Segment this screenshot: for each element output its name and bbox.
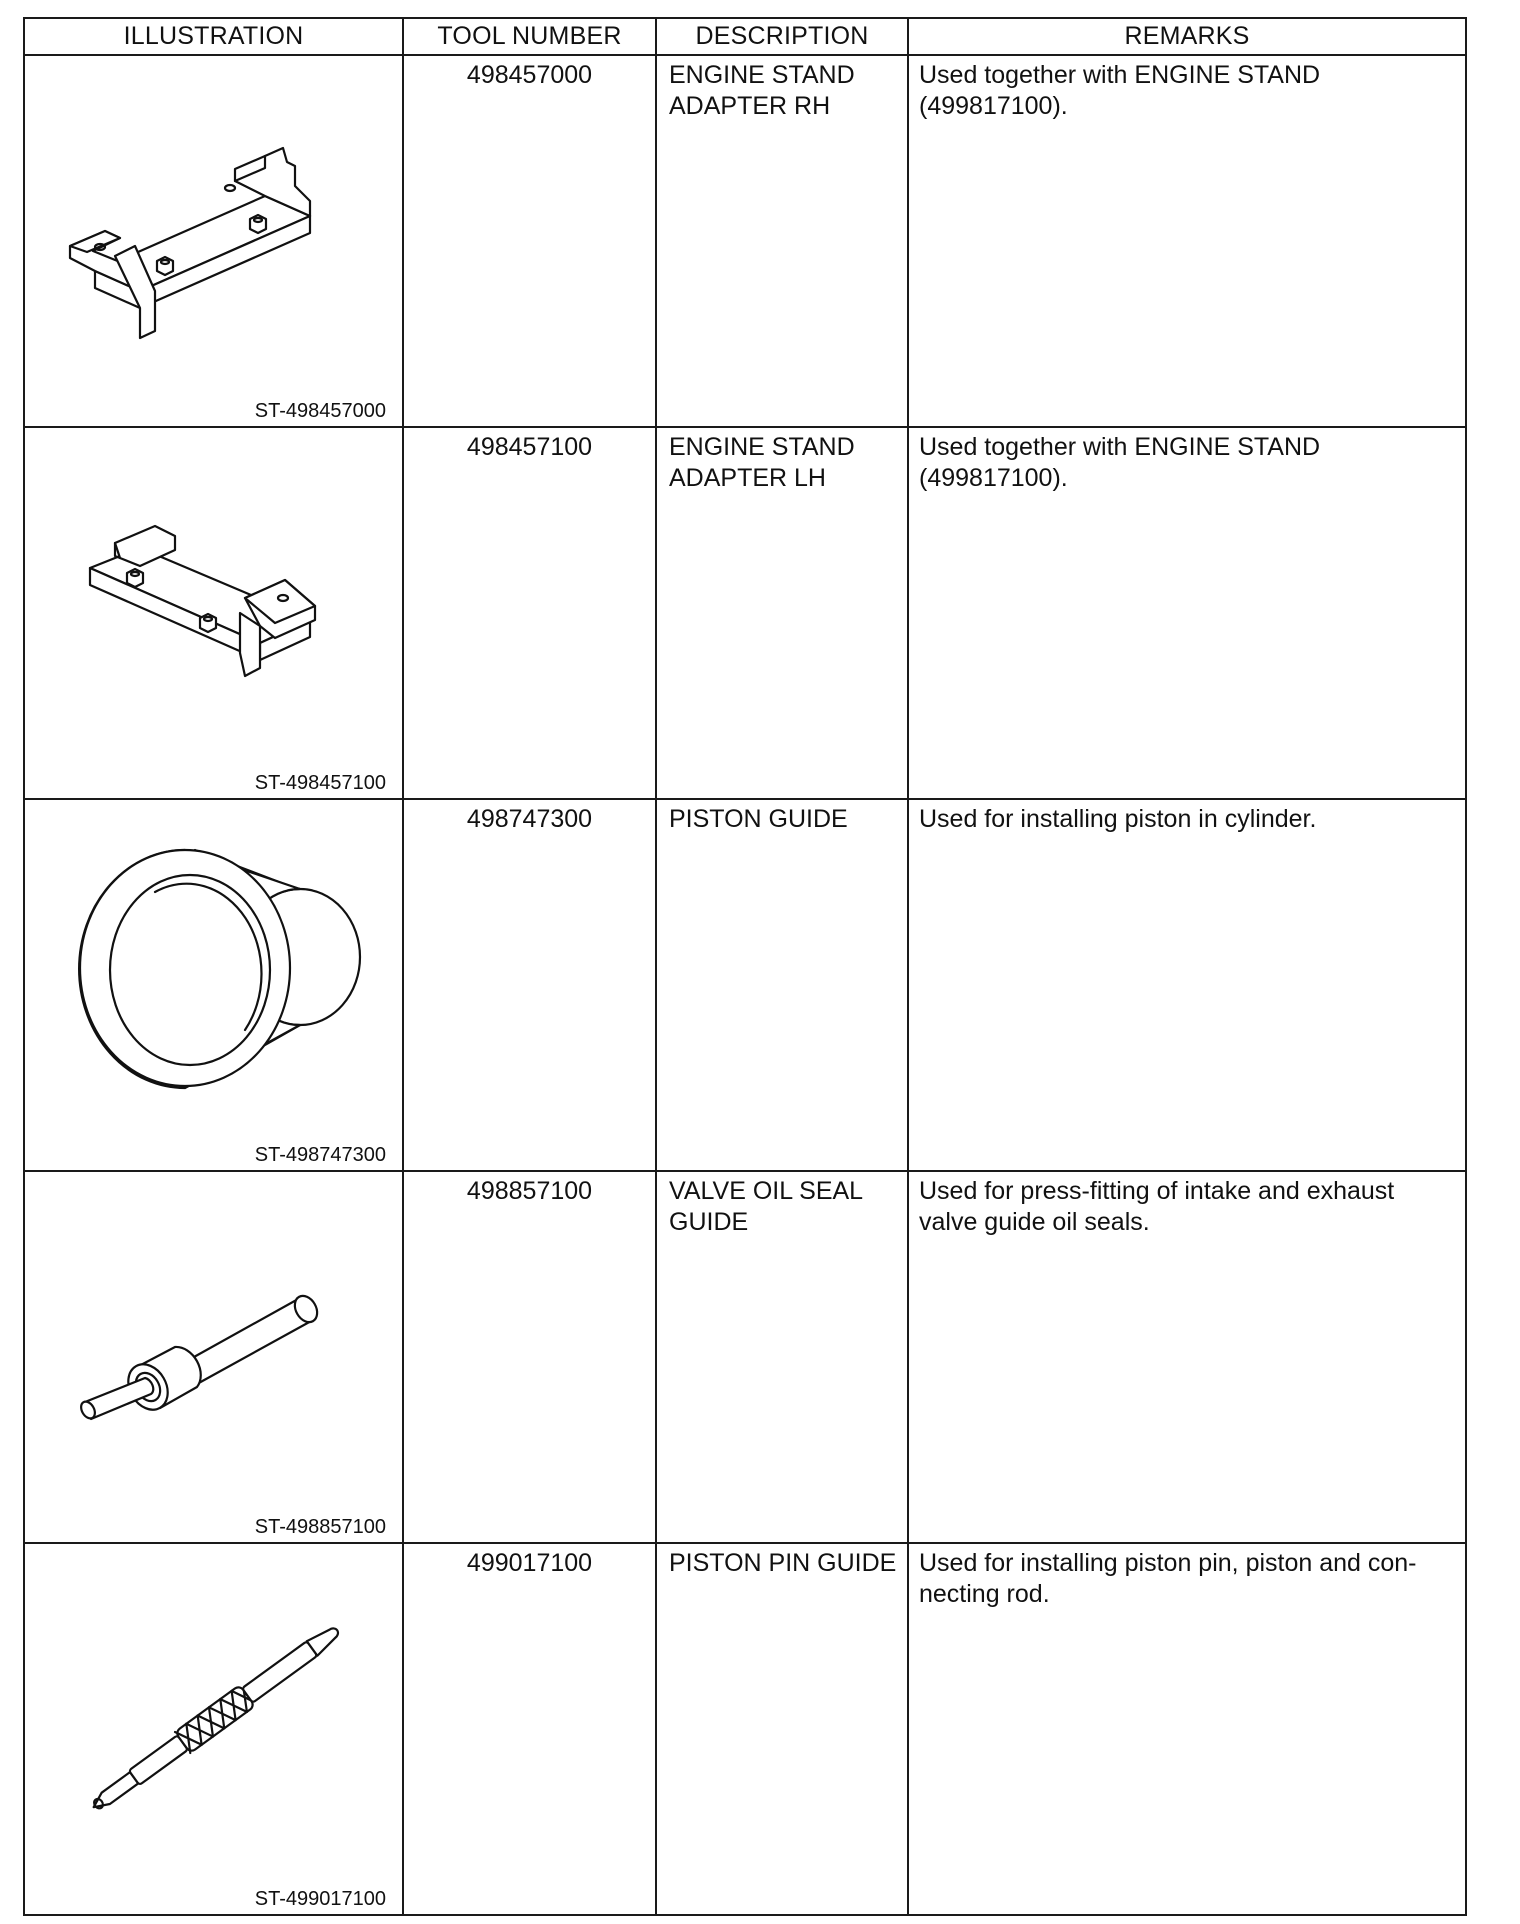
tool-remarks: Used for press-fitting of intake and exhaust valve guide oil seals.	[908, 1171, 1466, 1543]
tool-number: 498857100	[403, 1171, 656, 1543]
tool-description: VALVE OIL SEAL GUIDE	[656, 1171, 908, 1543]
engine-stand-adapter-rh-illustration	[45, 76, 385, 386]
table-row	[24, 1171, 1466, 1543]
table-row	[24, 427, 1466, 799]
engine-stand-adapter-lh-illustration	[45, 448, 385, 758]
header-remarks: REMARKS	[908, 18, 1466, 55]
header-description: DESCRIPTION	[656, 18, 908, 55]
tool-description: ENGINE STAND ADAPTER LH	[656, 427, 908, 799]
tool-description: PISTON PIN GUIDE	[656, 1543, 908, 1915]
table-row	[24, 55, 1466, 427]
table-row	[24, 799, 1466, 1171]
illustration-cell	[24, 427, 403, 799]
tool-description: ENGINE STAND ADAPTER RH	[656, 55, 908, 427]
tool-number: 498457100	[403, 427, 656, 799]
tool-remarks: Used for installing piston in cylinder.	[908, 799, 1466, 1171]
special-tools-table	[23, 17, 1467, 1916]
table-header-row	[24, 18, 1466, 55]
table-row	[24, 1543, 1466, 1915]
piston-pin-guide-illustration	[45, 1564, 385, 1874]
illustration-code: ST-498857100	[254, 1516, 386, 1538]
illustration-cell	[24, 1543, 403, 1915]
illustration-cell	[24, 55, 403, 427]
illustration-code: ST-498457000	[254, 400, 386, 422]
header-illustration: ILLUSTRATION	[24, 18, 403, 55]
illustration-code: ST-498457100	[254, 772, 386, 794]
tool-remarks: Used together with ENGINE STAND (499817100).	[908, 427, 1466, 799]
tool-description: PISTON GUIDE	[656, 799, 908, 1171]
tool-number: 498457000	[403, 55, 656, 427]
tool-number: 499017100	[403, 1543, 656, 1915]
illustration-code: ST-499017100	[254, 1888, 386, 1910]
illustration-cell	[24, 1171, 403, 1543]
tool-remarks: Used for installing piston pin, piston and con-necting rod.	[908, 1543, 1466, 1915]
header-tool-number: TOOL NUMBER	[403, 18, 656, 55]
tool-remarks: Used together with ENGINE STAND (499817100).	[908, 55, 1466, 427]
illustration-code: ST-498747300	[254, 1144, 386, 1166]
piston-guide-illustration	[45, 820, 385, 1130]
valve-oil-seal-guide-illustration	[45, 1192, 385, 1502]
tool-number: 498747300	[403, 799, 656, 1171]
illustration-cell	[24, 799, 403, 1171]
